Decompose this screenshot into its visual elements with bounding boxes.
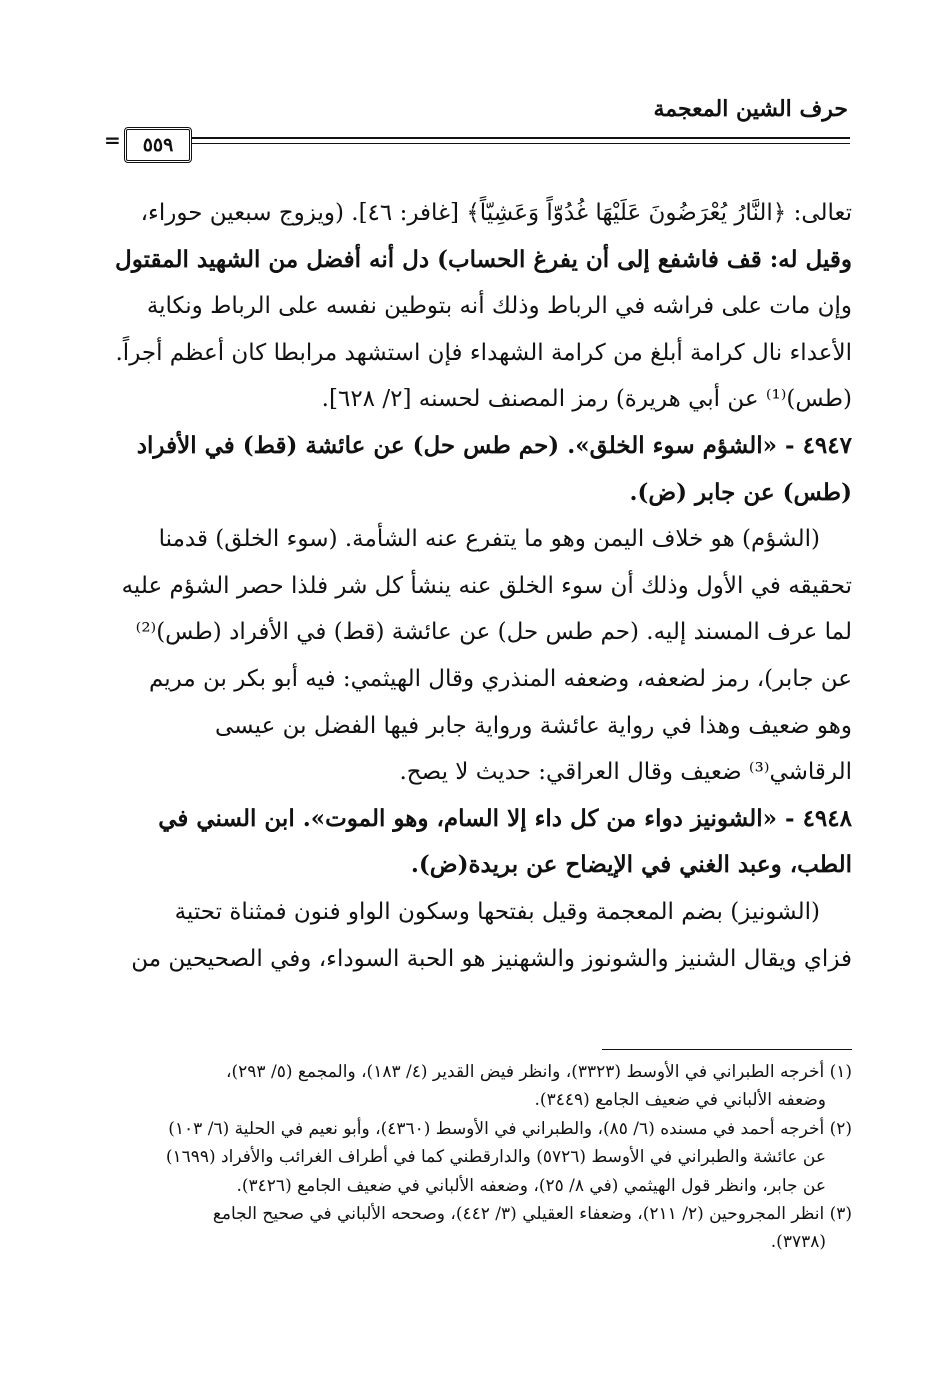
footnotes — [104, 1058, 852, 1257]
text-line: الرقاشي⁽³⁾ ضعيف وقال العراقي: حديث لا يصح. — [399, 759, 852, 786]
footnote-3-cont: (٣٧٣٨). — [770, 1232, 826, 1253]
text-line: تحقيقه في الأول وذلك أن سوء الخلق عنه ينشأ كل شر فلذا حصر الشؤم عليه — [121, 572, 852, 599]
text-line: (الشونيز) بضم المعجمة وقيل بفتحها وسكون الواو فنون فمثناة تحتية — [174, 898, 820, 925]
hadith-4947-line: ٤٩٤٧ - «الشؤم سوء الخلق». (حم طس حل) عن عائشة (قط) في الأفراد — [136, 431, 852, 459]
text-line: وإن مات على فراشه في الرباط وذلك أنه بتوطين نفسه على الرباط ونكاية — [146, 293, 852, 320]
footnote-1: (١) أخرجه الطبراني في الأوسط (٣٣٢٣)، وانظر فيض القدير (٤/ ١٨٣)، والمجمع (٥/ ٢٩٣)، — [226, 1062, 852, 1082]
hadith-4948-source: الطب، وعبد الغني في الإيضاح عن بريدة(ض). — [410, 851, 852, 879]
page-number: ٥٥٩ — [124, 127, 192, 163]
text-line: وهو ضعيف وهذا في رواية عائشة ورواية جابر فيها الفضل بن عيسى — [214, 712, 852, 739]
text-line: الأعداء نال كرامة أبلغ من كرامة الشهداء فإن استشهد مرابطا كان أعظم أجراً. — [115, 339, 852, 366]
footnote-1-cont: وضعفه الألباني في ضعيف الجامع (٣٤٤٩). — [534, 1090, 826, 1111]
page-number-mark: = — [104, 128, 121, 152]
text-line: (طس)⁽¹⁾ عن أبي هريرة) رمز المصنف لحسنه [٢/ ٦٢٨]. — [321, 386, 852, 413]
chapter-title: حرف الشين المعجمة — [653, 96, 848, 122]
footnote-3: (٣) انظر المجروحين (٢/ ٢١١)، وضعفاء العقيلي (٣/ ٤٤٢)، وصححه الألباني في صحيح الجامع — [212, 1203, 852, 1224]
footnote-2-cont: عن عائشة والطبراني في الأوسط (٥٧٢٦) والدارقطني كما في أطراف الغرائب والأفراد (١٦٩٩) — [165, 1147, 826, 1168]
text-line: وقيل له: قف فاشفع إلى أن يفرغ الحساب) دل أنه أفضل من الشهيد المقتول — [115, 245, 852, 273]
footnote-2: (٢) أخرجه أحمد في مسنده (٦/ ٨٥)، والطبراني في الأوسط (٤٣٦٠)، وأبو نعيم في الحلية (٦/ ١٠٣) — [168, 1118, 852, 1139]
text-line: (الشؤم) هو خلاف اليمن وهو ما يتفرع عنه الشأمة. (سوء الخلق) قدمنا — [158, 526, 820, 553]
main-text — [104, 190, 852, 982]
header-rule-thin — [188, 143, 850, 144]
footnote-2-cont: عن جابر، وانظر قول الهيثمي (في ٨/ ٢٥)، وضعفه الألباني في ضعيف الجامع (٣٤٢٦). — [236, 1175, 826, 1196]
header-rule — [188, 137, 850, 139]
text-line: تعالى: ﴿النَّارُ يُعْرَضُونَ عَلَيْهَا غُدُوّاً وَعَشِيّاً﴾ [غافر: ٤٦]. (ويزوج سبعين حوراء، — [140, 200, 852, 226]
hadith-4947-source: (طس) عن جابر (ض). — [629, 478, 852, 506]
text-line: عن جابر)، رمز لضعفه، وضعفه المنذري وقال الهيثمي: فيه أبو بكر بن مريم — [148, 665, 852, 692]
text-line: فزاي ويقال الشنيز والشونوز والشهنيز هو الحبة السوداء، وفي الصحيحين من — [131, 945, 852, 972]
hadith-4948-line: ٤٩٤٨ - «الشونيز دواء من كل داء إلا السام، وهو الموت». ابن السني في — [158, 804, 852, 832]
footnote-divider — [602, 1049, 852, 1050]
text-line: لما عرف المسند إليه. (حم طس حل) عن عائشة (قط) في الأفراد (طس)⁽²⁾ — [135, 619, 852, 646]
